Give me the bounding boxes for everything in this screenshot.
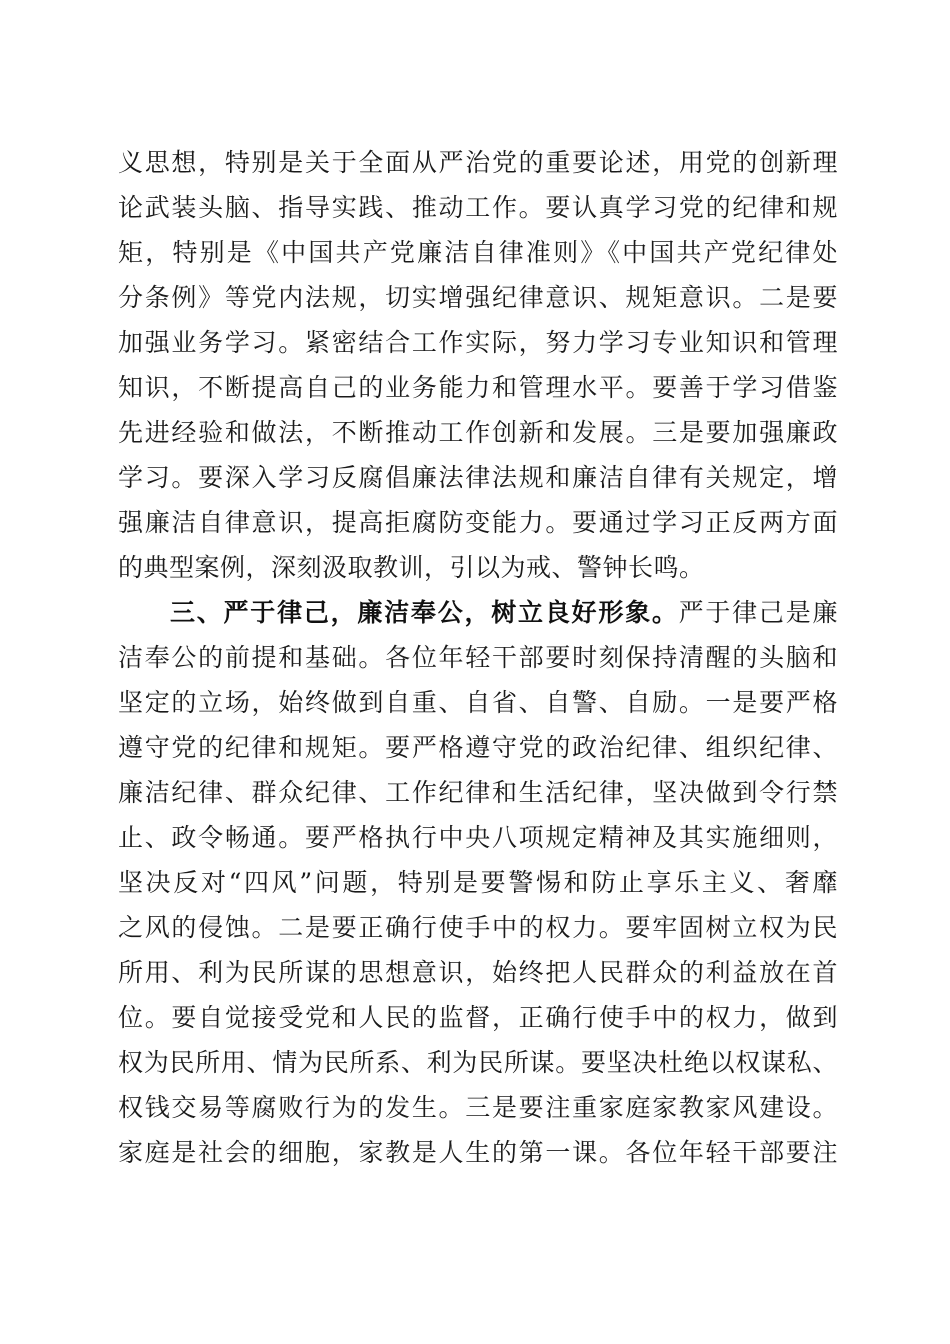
document-body (118, 140, 838, 1175)
text-line: 止、政令畅通。要严格执行中央八项规定精神及其实施细则， (118, 823, 838, 852)
text-line: 之风的侵蚀。二是要正确行使手中的权力。要牢固树立权为民 (118, 913, 838, 942)
text-line: 的典型案例，深刻汲取教训，引以为戒、警钟长鸣。 (118, 553, 705, 582)
paragraph-1 (118, 140, 838, 590)
text-line: 权为民所用、情为民所系、利为民所谋。要坚决杜绝以权谋私、 (118, 1048, 838, 1077)
text-line: 分条例》等党内法规，切实增强纪律意识、规矩意识。二是要 (118, 283, 838, 312)
text-line: 洁奉公的前提和基础。各位年轻干部要时刻保持清醒的头脑和 (118, 643, 838, 672)
text-line-with-heading (118, 590, 838, 635)
text-line: 坚定的立场，始终做到自重、自省、自警、自励。一是要严格 (118, 688, 838, 717)
text-line: 廉洁纪律、群众纪律、工作纪律和生活纪律，坚决做到令行禁 (118, 778, 838, 807)
text-line: 坚决反对“四风”问题，特别是要警惕和防止享乐主义、奢靡 (118, 868, 838, 897)
text-line: 遵守党的纪律和规矩。要严格遵守党的政治纪律、组织纪律、 (118, 733, 838, 762)
paragraph-2 (118, 590, 838, 1175)
text-line: 强廉洁自律意识，提高拒腐防变能力。要通过学习正反两方面 (118, 508, 838, 537)
text-line: 学习。要深入学习反腐倡廉法律法规和廉洁自律有关规定，增 (118, 463, 838, 492)
text-line: 位。要自觉接受党和人民的监督，正确行使手中的权力，做到 (118, 1003, 838, 1032)
text-line: 权钱交易等腐败行为的发生。三是要注重家庭家教家风建设。 (118, 1093, 838, 1122)
text-line: 加强业务学习。紧密结合工作实际，努力学习专业知识和管理 (118, 328, 838, 357)
text-line: 家庭是社会的细胞，家教是人生的第一课。各位年轻干部要注 (118, 1138, 838, 1167)
text-line: 矩，特别是《中国共产党廉洁自律准则》《中国共产党纪律处 (118, 238, 838, 267)
text-line: 先进经验和做法，不断推动工作创新和发展。三是要加强廉政 (118, 418, 838, 447)
section-heading: 三、严于律己，廉洁奉公，树立良好形象。 (170, 598, 679, 627)
heading-line-rest: 严于律己是廉 (678, 598, 838, 627)
text-line: 所用、利为民所谋的思想意识，始终把人民群众的利益放在首 (118, 958, 838, 987)
text-line: 义思想，特别是关于全面从严治党的重要论述，用党的创新理 (118, 148, 838, 177)
text-line: 论武装头脑、指导实践、推动工作。要认真学习党的纪律和规 (118, 193, 838, 222)
text-line: 知识，不断提高自己的业务能力和管理水平。要善于学习借鉴 (118, 373, 838, 402)
